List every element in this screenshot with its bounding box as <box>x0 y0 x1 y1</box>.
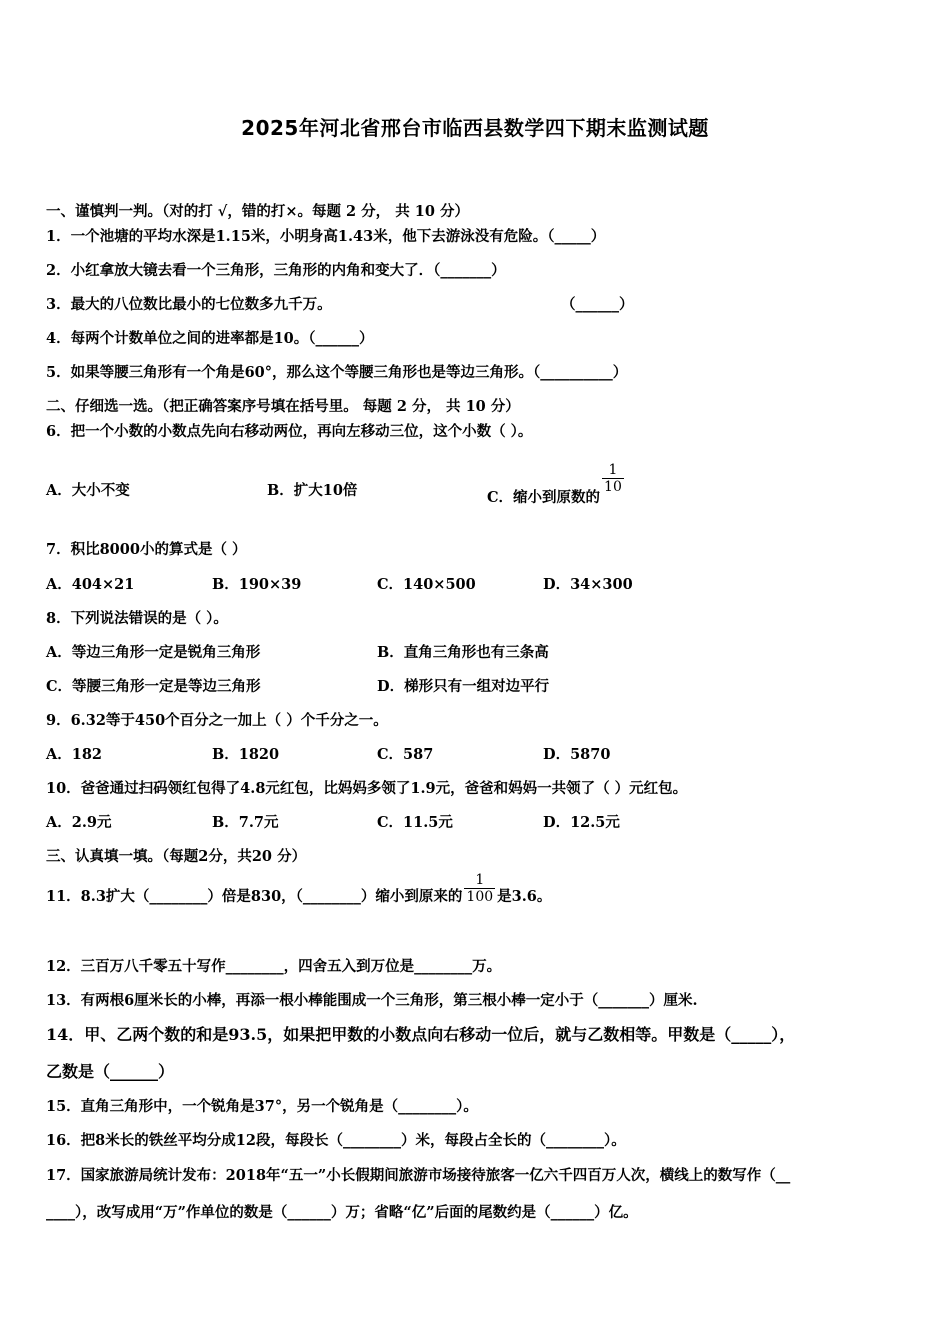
question-10: 10．爸爸通过扫码领红包得了4.8元红包，比妈妈多领了1.9元，爸爸和妈妈一共领了（ ）元红包。 <box>46 780 688 797</box>
question-10-option-d: D．12.5元 <box>543 814 620 831</box>
fraction-numerator: 1 <box>608 462 618 478</box>
question-10-option-b: B．7.7元 <box>212 814 279 831</box>
question-8-option-c: C．等腰三角形一定是等边三角形 <box>46 678 261 695</box>
question-9-option-a: A．182 <box>46 746 103 763</box>
question-4: 4．每两个计数单位之间的进率都是10。（______） <box>46 330 374 347</box>
fraction-denominator: 100 <box>466 889 494 905</box>
question-14-line-2: 乙数是（______） <box>46 1062 175 1081</box>
question-6-option-c <box>487 462 626 506</box>
section1-heading: 一、谨慎判一判。（对的打 √，错的打×。每题 2 分， 共 10 分） <box>46 203 469 220</box>
question-6-option-c-text: C．缩小到原数的 <box>487 488 601 506</box>
fraction-one-tenth <box>602 462 624 495</box>
question-1: 1．一个池塘的平均水深是1.15米，小明身高1.43米，他下去游泳没有危险。（_____） <box>46 228 606 245</box>
question-15: 15．直角三角形中，一个锐角是37°，另一个锐角是（________）。 <box>46 1098 478 1115</box>
question-8-option-a: A．等边三角形一定是锐角三角形 <box>46 644 261 661</box>
question-10-option-a: A．2.9元 <box>46 814 112 831</box>
question-17-line-2: ____），改写成用“万”作单位的数是（______）万；省略“亿”后面的尾数约是（______）亿。 <box>46 1204 638 1221</box>
question-9-option-c: C．587 <box>377 746 434 763</box>
question-17-line-1: 17．国家旅游局统计发布：2018年“五一”小长假期间旅游市场接待旅客一亿六千四百万人次，横线上的数写作（__ <box>46 1167 791 1184</box>
question-8-option-d: D．梯形只有一组对边平行 <box>377 678 550 695</box>
fraction-numerator: 1 <box>475 872 485 888</box>
question-9-option-d: D．5870 <box>543 746 611 763</box>
question-9-option-b: B．1820 <box>212 746 280 763</box>
question-7: 7．积比8000小的算式是（ ） <box>46 541 247 558</box>
question-5: 5．如果等腰三角形有一个角是60°，那么这个等腰三角形也是等边三角形。（__________） <box>46 364 628 381</box>
question-10-option-c: C．11.5元 <box>377 814 453 831</box>
fraction-one-hundredth <box>464 872 495 905</box>
question-7-option-c: C．140×500 <box>377 576 476 593</box>
section3-heading: 三、认真填一填。（每题2分，共20 分） <box>46 848 307 865</box>
question-11 <box>46 872 551 905</box>
question-7-option-b: B．190×39 <box>212 576 302 593</box>
question-3-text: 3．最大的八位数比最小的七位数多九千万。 <box>46 296 332 313</box>
question-8-option-b: B．直角三角形也有三条高 <box>377 644 549 661</box>
question-11-prefix: 11．8.3扩大（________）倍是830，（________）缩小到原来的 <box>46 887 463 905</box>
question-3-blank: （______） <box>561 296 634 313</box>
question-3 <box>46 295 332 315</box>
section2-heading: 二、仔细选一选。（把正确答案序号填在括号里。 每题 2 分， 共 10 分） <box>46 398 520 415</box>
question-9: 9．6.32等于450个百分之一加上（ ）个千分之一。 <box>46 712 388 729</box>
question-8: 8．下列说法错误的是（ ）。 <box>46 610 228 627</box>
fraction-denominator: 10 <box>604 479 622 495</box>
question-11-suffix: 是3.6。 <box>497 887 552 905</box>
question-6: 6．把一个小数的小数点先向右移动两位，再向左移动三位，这个小数（ ）。 <box>46 423 533 440</box>
page-title: 2025年河北省邢台市临西县数学四下期末监测试题 <box>241 116 709 140</box>
question-14-line-1: 14．甲、乙两个数的和是93.5，如果把甲数的小数点向右移动一位后，就与乙数相等。甲数是（_____）， <box>46 1025 796 1044</box>
question-6-option-b: B．扩大10倍 <box>267 482 358 499</box>
question-12: 12．三百万八千零五十写作________，四舍五入到万位是________万。 <box>46 958 502 975</box>
question-7-option-d: D．34×300 <box>543 576 633 593</box>
question-6-option-a: A．大小不变 <box>46 482 130 499</box>
question-16: 16．把8米长的铁丝平均分成12段，每段长（________）米，每段占全长的（________）。 <box>46 1132 626 1149</box>
question-13: 13．有两根6厘米长的小棒，再添一根小棒能围成一个三角形，第三根小棒一定小于（_______）厘米. <box>46 992 698 1009</box>
question-2: 2．小红拿放大镜去看一个三角形，三角形的内角和变大了．（_______） <box>46 262 506 279</box>
question-7-option-a: A．404×21 <box>46 576 135 593</box>
